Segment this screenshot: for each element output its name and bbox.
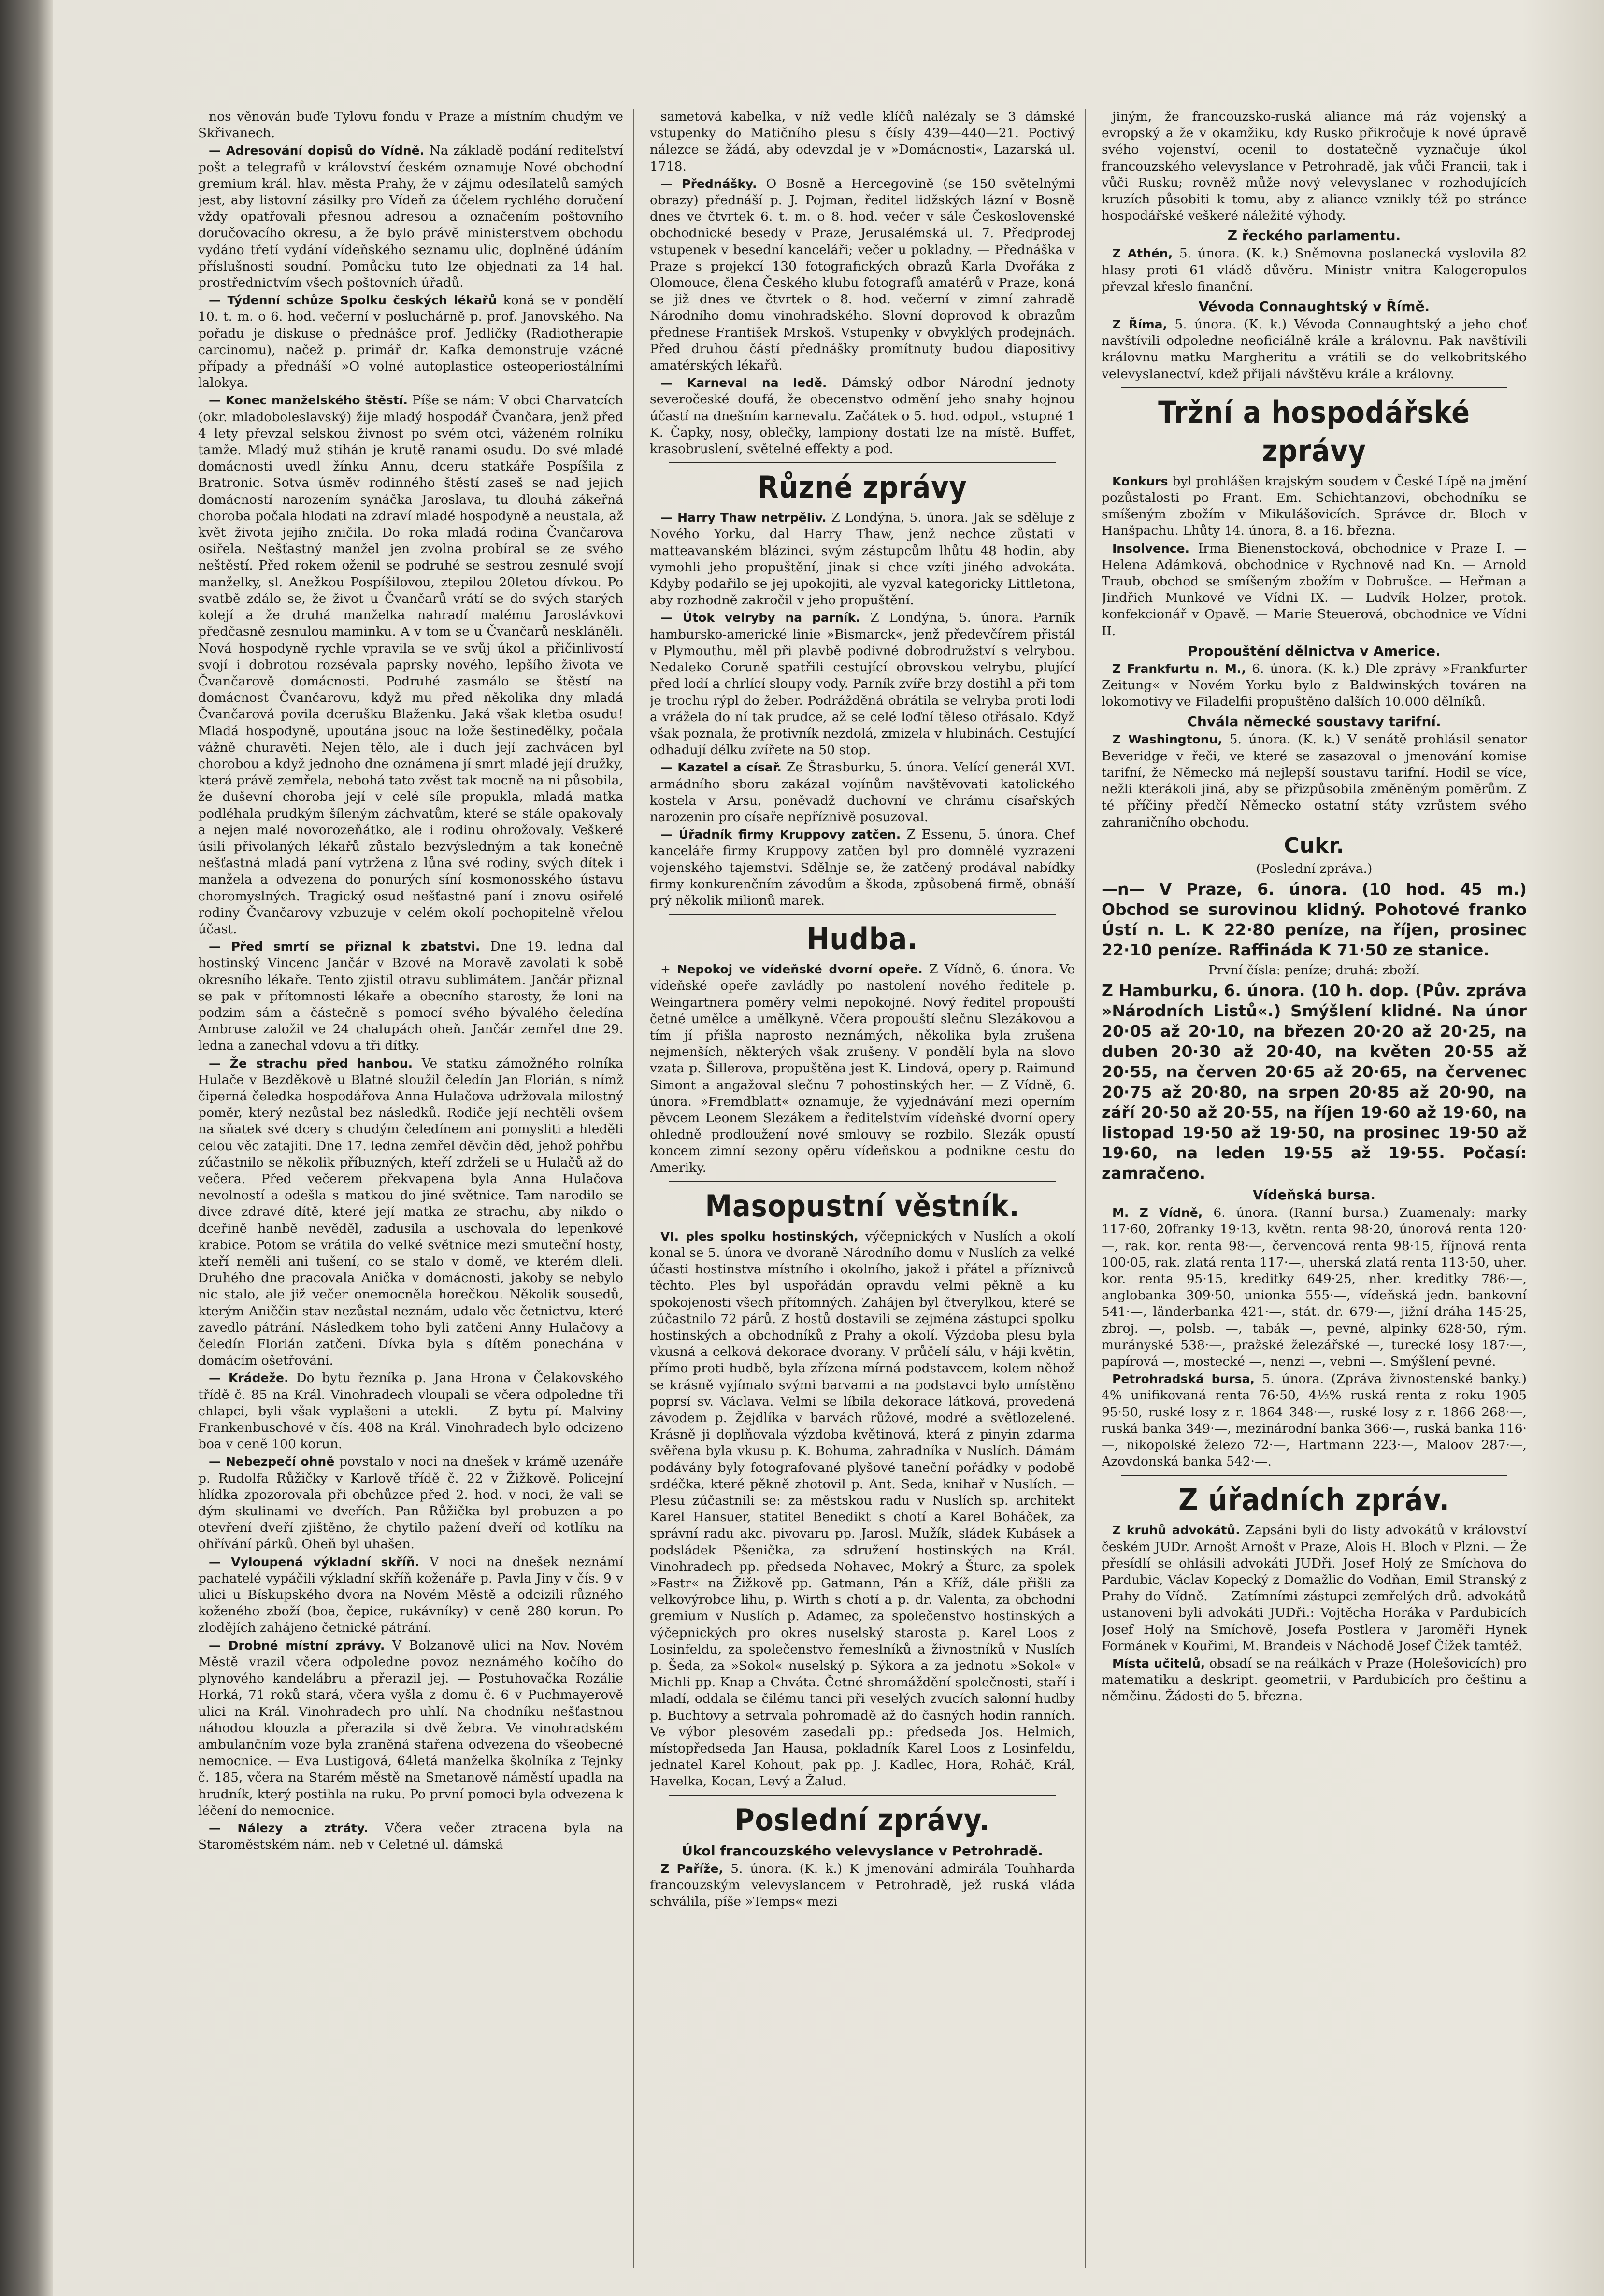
news-text: povstalo v noci na dnešek v krámě uzenáře p. Rudolfa Růžičky v Karlově třídě č. 22 v Žižkově. Policejní hlídka zpozorovala při obchůzce před 2. hod. v noci, že vali se dým skulinami ve dveřích. Pan Růžička byl probuzen a po otevření dveří zjištěno, že chytilo pažení dveří od kotlíku na ohřívání párků. Oheň byl uhašen. [198, 1454, 623, 1552]
market-report: Z Hamburku, 6. února. (10 h. dop. (Pův. zpráva »Národních Listů«.) Smýšlení klidné. Na únor 20·05 až 20·10, na březen 20·20 až 20·25, na duben 20·30 až 20·40, na květen 20·55 až 20·55, na červen 20·65 až 20·65, na červenec 20·75 až 20·80, na srpen 20·85 až 20·90, na září 20·50 až 20·55, na říjen 19·60 až 19·60, na listopad 19·50 až 19·50, na prosinec 19·50 až 19·60, na leden 19·55 až 19·55. Počasí: zamračeno. [1102, 981, 1527, 1183]
news-headline: Z Frankfurtu n. M., [1112, 661, 1246, 676]
section-heading: Hudba. [806, 921, 918, 957]
news-text: 6. února. (K. k.) Dle zprávy »Frankfurter Zeitung« v Novém Yorku bylo z Baldwinských továren na lokomotivy ve Filadelfii propuštěno dalších 10.000 dělníků. [1102, 661, 1527, 710]
news-paragraph [198, 1454, 623, 1553]
news-text: Do bytu řezníka p. Jana Hrona v Čelakovského třídě č. 85 na Král. Vinohradech vloupali se včera odpoledne tři chlapci, byli však vyplašeni a utekli. — Z bytu pí. Malviny Frankenbuschové v čís. 408 na Král. Vinohradech bylo odcizeno boa v ceně 100 korun. [198, 1370, 623, 1452]
article-subhead: Vévoda Connaughtský v Římě. [1198, 299, 1430, 315]
section-heading: Masopustní věstník. [705, 1188, 1020, 1224]
section-heading: Poslední zprávy. [734, 1802, 990, 1838]
news-headline: — Že strachu před hanbou. [209, 1056, 413, 1070]
news-text: Z Essenu, 5. února. Chef kanceláře firmy Kruppovy zatčen byl pro domnělé vyzrazení vojenského tajemství. Sdělnje se, že zatčený prodával nabídky firmy konkurenčním závodům a škoda, způsobená firmě, obnáší prý několik milionů marek. [650, 827, 1075, 908]
news-headline: Insolvence. [1112, 541, 1190, 556]
news-paragraph [198, 109, 623, 142]
news-paragraph [198, 939, 623, 1054]
article-subhead: Vídeňská bursa. [1252, 1187, 1376, 1203]
news-paragraph [650, 510, 1075, 609]
news-headline: — Nebezpečí ohně [209, 1455, 335, 1469]
news-text: 5. února. (K. k.) Sněmovna poslanecká vyslovila 82 hlasy proti 61 vládě důvěru. Ministr vnitra Kalogeropulos převzal křeslo finanční. [1102, 246, 1527, 294]
news-headline: Z kruhů advokátů. [1112, 1523, 1240, 1538]
news-text: Na základě podání rediteľství pošt a telegrafů v království českém oznamuje Nové obchodní gremium král. hlav. města Prahy, že v zájmu odesílatelů samých jest, aby listovní zásilky pro Vídeň za účelem rychlého doručení vždy opatřovali přesnou adresou a označením poštovního doručovacího okresu, a že bylo právě ministerstvem obchodu vydáno třetí vydání vídeňského seznamu ulic, doplněné údáním příslušnosti soudní. Pomůcku tuto lze objednati za 14 hal. prostřednictvím všech poštovních úřadů. [198, 143, 623, 291]
news-headline: Konkurs [1112, 474, 1168, 488]
news-paragraph [1102, 316, 1527, 383]
news-text: Dne 19. ledna dal hostinský Vincenc Jančár v Bzové na Moravě zavolati k sobě okresního lékaře. Tento zjistil otravu sublimátem. Jančár přiznal se pak v přítomnosti lékaře a obecního starosty, že loni na podzim sám a částečně s pomocí svého bývalého čeledína Ambruse založil ve 24 chalupách oheň. Jančár zemřel dne 29. ledna a zanechal vdovu a tři dítky. [198, 939, 623, 1054]
news-paragraph [650, 1228, 1075, 1790]
news-paragraph [650, 961, 1075, 1176]
column-2 [650, 109, 1075, 2268]
news-paragraph [650, 176, 1075, 374]
news-headline: — Karneval na ledě. [660, 376, 827, 390]
news-text: O Bosně a Hercegovině (se 150 světelnými obrazy) přednáší p. J. Pojman, ředitel lidžských lázní v Bosně dnes ve čtvrtek 6. t. m. o 8. hod. večer v sále Československé obchodnické besedy v Praze, Jerusalémská ul. 7. Předprodej vstupenek v besední kanceláři; večer u pokladny. — Přednáška v Praze s projekcí 130 fotografických obrazů Karla Dvořáka z Olomouce, člena Českého klubu fotografů amatérů v Praze, koná se již dnes ve čtvrtek o 8. hod. večerní v zimní zahradě Národního domu vinohradského. Slovní doprovod k obrazům přednese František Mrskoš. Vstupenky v obvyklých prodejnách. Před druhou částí přednášky promítnuty budou diapositivy amatérských lékařů. [650, 176, 1075, 373]
news-text: 6. února. (Ranní bursa.) Zuamenaly: marky 117·60, 20franky 19·13, květn. renta 98·20, únorová renta 120·—, rak. kor. renta 98·—, červencová renta 98·15, říjnová renta 100·05, rak. zlatá renta 117·—, uherská zlatá renta 113·50, uher. kor. renta 95·15, kreditky 649·25, nher. kreditky 786·—, anglobanka 309·50, unionka 555·—, vídeňská jedn. bankovní 541·—, länderbanka 421·—, stát. dr. 679·—, jižní dráha 145·25, zbroj. —, polsb. —, tabák —, pevné, alpinky 628·50, rým. murányské 538·—, pražské železářské —, turecké losy 187·—, papírová —, mostecké —, nenzi —, vebni —. Smýšlení pevné. [1102, 1205, 1527, 1369]
news-headline: — Drobné místní zprávy. [209, 1638, 385, 1653]
news-text: jiným, že francouzsko-ruská aliance má ráz vojenský a evropský a že v okamžiku, kdy Rusko přikročuje k nové úpravě svého vojenství, ocenil to dostatečně vyznačuje úkol francouzského velevyslance v Petrohradě, jak vůči Francii, tak i vůči Rusku; rovněž může nový velevyslanec v rozhodujících kruzích působiti k tomu, aby z aliance vznikly též po stránce hospodářské veškeré náležité výhody. [1102, 109, 1527, 224]
article-subhead: Z řeckého parlamentu. [1227, 228, 1401, 244]
news-headline: Z Říma, [1112, 317, 1168, 332]
news-paragraph [1102, 109, 1527, 224]
news-paragraph [650, 610, 1075, 758]
news-paragraph [650, 759, 1075, 826]
news-headline: — Krádeže. [209, 1371, 289, 1385]
news-paragraph [1102, 731, 1527, 830]
market-report: —n— V Praze, 6. února. (10 hod. 45 m.) Obchod se surovinou klidný. Pohotové franko Ústí n. L. K 22·80 peníze, na říjen, prosinec 22·10 peníze. Raffináda K 71·50 ze stanice. [1102, 879, 1527, 959]
news-text: Zapsáni byli do listy advokátů v království českém JUDr. Arnošt Arnošt v Praze, Alois H. Bloch v Plzni. — Že přesídlí se ohlásili advokáti JUDři. Josef Holý ze Smíchova do Pardubic, Václav Kopecký z Domažlic do Vodňan, Emil Stranský z Prahy do Vídně. — Zatímními zástupci zemřelých drů. advokátů ustanoveni byli advokáti JUDři.: Vojtěcha Horáka v Pardubicích Josef Holý na Smíchově, Josefa Postlera v Jaroměři Hynek Formánek v Kouřimi, M. Brandeis v Náchodě Josef Čížek tamtéž. [1102, 1523, 1527, 1654]
news-headline: + Nepokoj ve vídeňské dvorní opeře. [660, 962, 923, 977]
news-headline: — Adresování dopisů do Vídně. [209, 143, 425, 158]
article-subhead: Chvála německé soustavy tarifní. [1187, 713, 1441, 730]
news-headline: Petrohradská bursa, [1112, 1372, 1255, 1386]
news-headline: — Týdenní schůze Spolku českých lékařů [209, 293, 497, 308]
column-divider [1085, 109, 1086, 2268]
news-paragraph [1102, 1205, 1527, 1370]
news-paragraph [1102, 661, 1527, 711]
news-text: Z Londýna, 5. února. Jak se sděluje z Nového Yorku, dal Harry Thaw, jenž nechce zůstati v matteavanském blázinci, svým zástupcům lhůtu 48 hodin, aby vymohli jeho propuštění, jinak si chce vzíti jiného advokáta. Kdyby podařilo se jej upokojiti, ale vyzval kategoricky Littletona, aby rozhodně zakročil v jeho propuštění. [650, 510, 1075, 608]
page-gutter-shadow [0, 0, 53, 2296]
news-paragraph [1102, 473, 1527, 540]
news-text: Ze Štrasburku, 5. února. Velící generál XVI. armádního sboru zakázal vojínům navštěvovati katolického kostela v Arsu, poněvadž duchovní ve chrámu císařských narozenin pro císaře nepříznivě posuzoval. [650, 760, 1075, 825]
news-text: Včera večer ztracena byla na Staroměstském nám. neb v Celetné ul. dámská [198, 1820, 623, 1853]
section-rule [1121, 1475, 1507, 1476]
news-text: 5. února. (K. k.) K jmenování admirála Touhharda francouzským velevyslancem v Petrohradě, jež ruská vláda schválila, píše »Temps« mezi [650, 1861, 1075, 1910]
news-text: V noci na dnešek neznámí pachatelé vypáčili výkladní skříň koženáře p. Pavla Jiny v čís. 9 v ulici u Bískupského dvora na Novém Městě a odcizili různého koženého zboží (boa, čepice, rukávníky) v ceně 280 korun. Po zlodějích zahájeno četnické pátrání. [198, 1554, 623, 1636]
news-headline: — Úřadník firmy Kruppovy zatčen. [660, 827, 901, 842]
news-headline: M. Z Vídně, [1112, 1206, 1203, 1220]
news-headline: — Konec manželského štěstí. [209, 393, 408, 408]
news-headline: Z Washingtonu, [1112, 732, 1222, 747]
news-text: Píše se nám: V obci Charvatcích (okr. mladoboleslavský) žije mladý hospodář Čvančara, jenž před 4 lety převzal selskou živnost po svém otci, váženém rolníku tamže. Mladý muž stihán je krutě ranami osudu. Do své mladé domácnosti uvedl žínku Annu, dceru statkáře Pospíšila z Bratronic. Sotva úsměv rodinného štěstí zaseš se nad jejich domácností narozením synáčka Jaroslava, tu dlouhá zákeřná choroba počala hlodati na zdraví mladé hospodyně a neustala, až květ života jejího zničila. Do roka mladá rodina Čvančarova osiřela. Nešťastný manžel jen zvolna probíral se ze svého neštěstí. Před rokem oženil se podruhé se sestrou zesnulé svojí manželky, sl. Anežkou Pospíšilovou, ztepilou 20letou dívkou. Po svatbě zdálo se, že život u Čvančarů vrátí se do svých starých kolejí a že druhá manželka nahradí malému Jaroslávkovi předčasně zesnulou maminku. A v tom se u Čvančarů neskláněli. Nová hospodyně rychle vpravila se ve svůj úkol a přičinlivostí svojí i dobrotou rozsévala paprsky nového, lepšího života ve Čvančarově domácnosti. Podruhé zasmálo se štěstí na domácnost Čvančarovu, když mu před několika dny mladá Čvančarová povila dcerušku Blaženku. Jaká však kletba osudu! Mladá hospodyně, upoutána jsouc na lože šestinedělky, počala vážně churavěti. Nejen tělo, ale i duch její zachvácen byl chorobou a když jednoho dne oznámena jí smrt mladé její družky, která právě zemřela, nebohá tato zvěst tak mocně na ni působila, že duševní choroba její v celé síle propukla, mladá matka podléhala prudkým šíleným záchvatům, které se stále opakovaly a nejen malé novorozeňátko, ale i rodinu ohrožovaly. Veškeré úsilí přivolaných lékařů zůstalo bezvýsledným a tak konečně nešťastná mladá paní vytržena z lůna své rodiny, svých dítek i manžela a odvezena do ponurých síní kosmonosského ústavu choromyslných. Tragický osud nešťastné paní i znovu osiřelé rodiny Čvančarovy vzbuzuje v celém okolí pochopitelně vřelou účast. [198, 393, 623, 937]
news-text: V Bolzanově ulici na Nov. Novém Městě vrazil včera odpoledne povoz neznámého kočího do plynového kandelábru a přerazil jej. — Postuhovačka Rozálie Horká, 71 roků stará, včera vyšla z domu č. 6 v Puchmayerově ulici na Král. Vinohradech pro uhlí. Na chodníku nešťastnou náhodou klouzla a přerazila si dvě žebra. Ve vinohradském ambulančním voze byla zraněná stařena odvezena do všeobecné nemocnice. — Eva Lustigová, 64letá manželka školníka z Tejnky č. 185, včera na Starém městě na Smetanově náměstí upadla na hrudník, který postihla na ruku. Po první pomoci byla odvezena k léčení do nemocnice. [198, 1638, 623, 1818]
news-paragraph [1102, 1371, 1527, 1470]
section-rule [669, 1795, 1056, 1796]
news-text: Irma Bienenstocková, obchodnice v Praze I. — Helena Adámková, obchodnice v Rychnově nad Kn. — Arnold Traub, obchod se smíšeným zbožím v Dobrušce. — Heřman a Jindřich Munkové ve Vídni IX. — Ludvík Holzer, protok. konfekcionář v Opavě. — Marie Steuerová, obchodnice ve Vídni II. [1102, 541, 1527, 639]
market-title: Cukr. [1284, 833, 1345, 858]
section-rule [669, 914, 1056, 915]
news-text: Dámský odbor Národní jednoty severočeské doufá, že obecenstvo odmění jeho snahy hojnou účastí na dnešním karnevalu. Začátek o 5. hod. odpol., vstupné 1 K. Čapky, nosy, oblečky, lampiony dostati lze na místě. Buffet, krasobruslení, světelné effekty a pod. [650, 375, 1075, 457]
news-text: nos věnován buďe Tylovu fondu v Praze a místním chudým ve Skřivanech. [198, 109, 623, 141]
news-headline: VI. ples spolku hostinských, [660, 1229, 859, 1243]
news-text: sametová kabelka, v níž vedle klíčů nalézaly se 3 dámské vstupenky do Matičního plesu s čísly 439—440—21. Poctivý nálezce se žádá, aby odevzdal je v »Domácnosti«, Lazarská ul. 1718. [650, 109, 1075, 174]
article-subhead: Propouštění dělnictva v Americe. [1188, 642, 1441, 659]
centered-note: První čísla: peníze; druhá: zboží. [1208, 962, 1420, 978]
news-headline: — Nálezy a ztráty. [209, 1821, 369, 1835]
news-headline: Místa učitelů, [1112, 1656, 1205, 1670]
news-paragraph [198, 1055, 623, 1369]
news-text: Ve statku zámožného rolníka Hulače v Bezděkově u Blatné sloužil čeledín Jan Florián, s nímž čiperná čeledka hospodářova Anna Hulačova udržovala milostný poměr, který nezůstal bez následků. Rodiče její nechtěli ovšem na sňatek své dcery s chudým čeledínem ani pomysliti a hleděli celou věc zatajiti. Dne 17. ledna zemřel děvčin děd, jehož pohřbu zúčastnilo se několik příbuzných, kteří zdrželi se u Hulačů až do večera. Před večerem překvapena byla Anna Hulačova nevolností a odešla s matkou do jiné světnice. Tam narodilo se divce zdravé dítě, které její matka ze strachu, aby nikdo o dceřině hanbě nevěděl, zadusila a uschovala do lepenkové krabice. Potom se vrátila do velké světnice mezi smuteční hosty, kteří neměli ani tušení, co se stalo v domě, ve kterém dleli. Druhého dne pracovala Anička v domácnosti, jakoby se nebylo nic stalo, ale již večer onemocněla horečkou. Několik sousedů, kterým Aniččin stav nezůstal neznám, udalo věc četnictvu, které zavedlo pátrání. Následkem toho byli zatčeni Anny Hulačovy a čeledín Florián zatčeni. Dívka byla s dítěm ponechána v domácím ošetřování. [198, 1055, 623, 1369]
news-text: 5. února. (K. k.) V senátě prohlásil senator Beveridge v řeči, ve které se zasazoval o jmenování komise tarifní, že Německo má nejlepší soustavu tarifní. Hodil se více, nežli kterákoli jiná, aby se přizpůsobila změněným poměrům. Z té příčiny předčí Německo ostatní státy vzrůstem svého zahraničního obchodu. [1102, 732, 1527, 830]
news-paragraph [1102, 1655, 1527, 1705]
news-paragraph [198, 1638, 623, 1819]
section-heading: Z úřadních zpráv. [1178, 1482, 1450, 1518]
section-rule [1121, 387, 1507, 388]
news-paragraph [198, 143, 623, 291]
news-headline: — Vyloupená výkladní skříň. [209, 1554, 420, 1569]
news-paragraph [198, 1554, 623, 1637]
news-text: obsadí se na reálkách v Praze (Holešovicích) pro matematiku a deskript. geometrii, v Pardubicích pro češtinu a němčinu. Žádosti do 5. března. [1102, 1655, 1527, 1704]
news-paragraph [1102, 541, 1527, 640]
news-headline: — Před smrtí se přiznal k zbatstvi. [209, 940, 480, 954]
news-text: koná se v pondělí 10. t. m. o 6. hod. večerní v posluchárně p. prof. Janovského. Na pořadu je diskuse o přednášce prof. Jedličky (Radiotherapie carcinomu), načež p. primář dr. Kafka demonstruje vzácné případy a přednáší »O volné autoplastice osteoperiostálními lalokya. [198, 293, 623, 391]
news-headline: Z Paříže, [660, 1861, 723, 1876]
news-paragraph [198, 392, 623, 938]
news-text: 5. února. (K. k.) Vévoda Connaughtský a jeho choť navštívili odpoledne neoficiálně krále a královnu. Pak navštívili královnu matku Margheritu a vrátili se do velkobritského velevyslanectví, kdež přijali návštěvu krále a královny. [1102, 317, 1527, 382]
news-headline: — Přednášky. [660, 176, 757, 191]
news-paragraph [198, 1370, 623, 1453]
centered-note: (Poslední zpráva.) [1256, 861, 1373, 876]
column-divider [633, 109, 634, 2268]
news-text: výčepnických v Nuslích a okolí konal se 5. února ve dvoraně Národního domu v Nuslích za velké účasti hostinstva místního i okolního, jakož i přátel a příznivců těchto. Ples byl uspořádán opravdu velmi pěkně a ku spokojenosti všech přítomných. Zahájen byl čtverylkou, které se zúčastnilo 72 párů. Z hostů dostavili se zejména zástupci spolku hostinských a obchodníků z Prahy a okolí. Výzdoba plesu byla vkusná a celková dekorace dvorany. V průčelí sálu, v háji květin, přímo proti hudbě, byla zřízena mírná podstavcem, kolem něhož se krásně vyjímalo svými barvami a na podstavci bylo umístěno poprsí sv. Václava. Velmi se líbila dekorace látková, provedená závodem p. Žejdlíka v barvách růžové, modré a světlozelené. Krásně ji doplňovala výzdoba květinová, která z pinyin zdarma svěřena byla vkusu p. K. Bohuma, zahradníka v Nuslích. Dámám podávány byly fotografované plyšové taneční pořádky v podobě srdéčka, které pěkně zhotovil p. Ant. Seda, knihař v Nuslích. — Plesu zúčastnili se: za městskou radu v Nuslích sp. architekt Karel Hansuer, statitel Benedikt s chotí a Karel Boháček, za správní radu akc. pivovaru pp. Jarosl. Mužík, sládek Kubásek a podsládek Pšenička, za sdružení hostinských na Král. Vinohradech pp. předseda Nohavec, Mokrý a Šturc, za spolek »Fastr« na Žižkově pp. Gatmann, Pán a Kříž, dále přišli za velkovýrobce lihu, p. Wirth s chotí a p. dr. Valenta, za obchodní gremium v Nuslích p. Adamec, za společenstvo hostinských a výčepnických pro okres nuselský starosta p. Karel Loos z Losinfeldu, za společenstvo řemeslníků a živnostníků v Nuslích p. Šeda, za »Sokol« nuselský p. Sýkora a za jednotu »Sokol« v Michli pp. Knap a Chváta. Četné shromáždění společnosti, staří i mladí, oddala se čilému tanci při veselých zvucích salonní hudby p. Buchtovy a setrvala pohromadě až do časných hodin ranních. Ve výbor plesovém zasedali pp.: předseda Jos. Helmich, místopředseda Jan Hausa, pokladník Karel Loos z Losinfeldu, jednatel Karel Kohout, pak pp. J. Kadlec, Hora, Roháč, Král, Havelka, Kocan, Levý a Žalud. [650, 1228, 1075, 1789]
news-paragraph [1102, 1522, 1527, 1654]
column-1 [198, 109, 623, 2268]
section-heading: Tržní a hospodářské zprávy [1158, 394, 1470, 469]
news-paragraph [650, 827, 1075, 909]
article-subhead: Úkol francouzského velevyslance v Petrohradě. [682, 1842, 1043, 1859]
column-3 [1102, 109, 1527, 2268]
news-headline: — Útok velryby na parník. [660, 611, 860, 625]
news-text: Z Londýna, 5. února. Parník hambursko-americké linie »Bismarck«, jenž předevčírem přistál v Plymouthu, měl při plavbě podivné dobrodružství s velrybou. Nedaleko Coruně spatřili cestující obrovskou velrybu, plující před lodí a chrlící sloupy vody. Parník zvíře brzy dostihl a při tom je trochu rýpl do žeber. Podrážděná obrátila se velryba proti lodi a vrážela do ní tak prudce, až se celé loďní těleso otřásalo. Když však poznala, že protivník nezdolá, zmizela v hlubinách. Cestující odhadují délku zvířete na 50 stop. [650, 610, 1075, 758]
section-rule [669, 1181, 1056, 1182]
news-text: Z Vídně, 6. února. Ve vídeňské opeře zavládly po nastolení nového ředitele p. Weingartnera poměry velmi nepokojné. Nový ředitel propouští četné umělce a umělkyně. Včera propouští slečnu Slezákovou a tím jí přišla naprosto neznámých, několika byla zrušena nejmenších, některých však zrušeny. V pondělí byla na slovo vzata p. Šillerova, propuštěna jest K. Lindová, opery p. Raimund Simont a angažoval slečnu 7 pohostinských her. — Z Vídně, 6. února. »Fremdblatt« oznamuje, že vyjednávání mezi operním pěvcem Leonem Slezákem a ředitelstvím vídeňské dvorní opery ohledně prodloužení nové smlouvy se rozbilo. Slezák opustí koncem zimní sezony opěru vídeňskou a podnikne cestu do Ameriky. [650, 962, 1075, 1175]
news-text: byl prohlášen krajským soudem v České Lípě na jmění pozůstalosti po Frant. Em. Schichtanzovi, obchodníku se smíšeným zbožím v Mikulášovicích. Správce dr. Bloch v Hanšpachu. Lhůty 14. února, 8. a 16. března. [1102, 473, 1527, 539]
section-rule [669, 462, 1056, 463]
news-paragraph [198, 292, 623, 391]
news-headline: Z Athén, [1112, 246, 1173, 261]
news-paragraph [1102, 245, 1527, 295]
news-paragraph [198, 1820, 623, 1853]
section-heading: Různé zprávy [758, 470, 967, 505]
news-paragraph [650, 109, 1075, 175]
news-text: 5. února. (Zpráva živnostenské banky.) 4% unifikovaná renta 76·50, 4½% ruská renta z roku 1905 95·50, ruské losy z r. 1864 348·—, ruské losy z r. 1866 268·—, ruská banka 349·—, mezinárodní banka 366·—, ruská banka 116·—, nikopolské železo 72·—, Hartmann 223·—, Maloov 287·—, Azovdonská banka 542·—. [1102, 1371, 1527, 1469]
news-headline: — Harry Thaw netrpěliv. [660, 511, 827, 525]
news-headline: — Kazatel a císař. [660, 760, 782, 775]
news-paragraph [650, 375, 1075, 457]
news-paragraph [650, 1861, 1075, 1911]
